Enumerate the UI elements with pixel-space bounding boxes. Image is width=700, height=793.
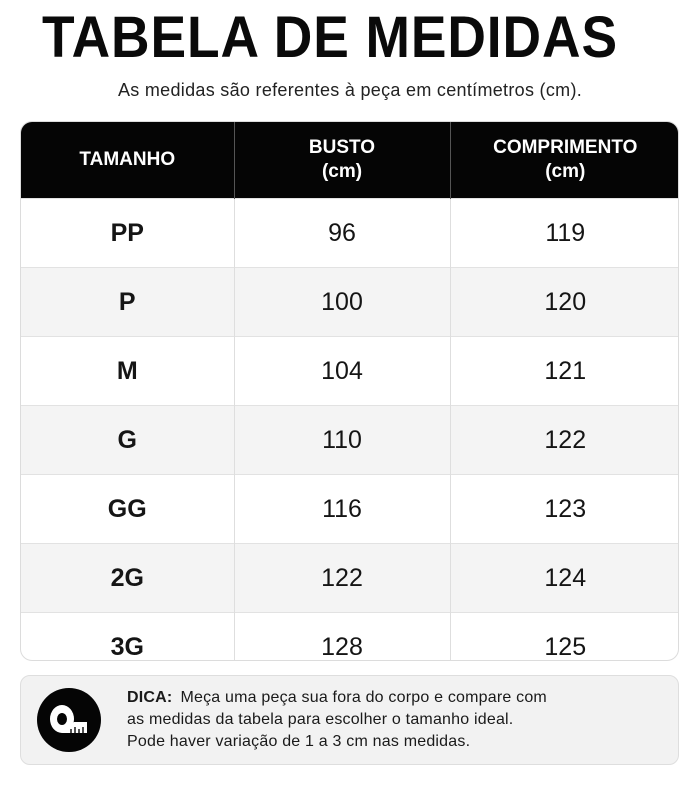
busto-cell: 122 (234, 544, 450, 613)
table-row (21, 475, 679, 544)
size-cell: GG (21, 475, 234, 544)
comprimento-cell: 124 (450, 544, 679, 613)
busto-cell: 110 (234, 406, 450, 475)
comprimento-cell: 122 (450, 406, 679, 475)
comprimento-cell: 125 (450, 613, 679, 662)
tip-box (20, 675, 679, 765)
busto-cell: 128 (234, 613, 450, 662)
tip-label: DICA: (127, 689, 173, 706)
size-cell: G (21, 406, 234, 475)
comprimento-cell: 120 (450, 268, 679, 337)
table-row (21, 199, 679, 268)
table-header-row (21, 122, 679, 199)
header-busto (234, 122, 450, 199)
tip-line-1 (127, 687, 667, 709)
size-table-grid (21, 122, 679, 661)
comprimento-cell: 119 (450, 199, 679, 268)
page-subtitle: As medidas são referentes à peça em centímetros (cm). (117, 80, 583, 100)
size-cell: PP (21, 199, 234, 268)
measuring-tape-icon (37, 688, 101, 752)
tip-line-2: as medidas da tabela para escolher o tamanho ideal. (127, 711, 514, 728)
table-row (21, 268, 679, 337)
header-comprimento-unit: (cm) (545, 161, 586, 182)
busto-cell: 116 (234, 475, 450, 544)
table-row (21, 337, 679, 406)
tip-line-3: Pode haver variação de 1 a 3 cm nas medidas. (127, 733, 471, 750)
header-busto-unit: (cm) (321, 161, 363, 182)
size-cell: 2G (21, 544, 234, 613)
size-table (20, 121, 679, 661)
table-row (21, 544, 679, 613)
busto-cell: 100 (234, 268, 450, 337)
size-cell: P (21, 268, 234, 337)
size-cell: M (21, 337, 234, 406)
tip-line-1-text: Meça uma peça sua fora do corpo e compare com (180, 689, 547, 706)
header-busto-label: BUSTO (308, 137, 376, 158)
table-row (21, 406, 679, 475)
busto-cell: 104 (234, 337, 450, 406)
page-title: TABELA DE MEDIDAS (42, 5, 618, 70)
header-comprimento-label: COMPRIMENTO (493, 137, 638, 158)
comprimento-cell: 123 (450, 475, 679, 544)
comprimento-cell: 121 (450, 337, 679, 406)
size-cell: 3G (21, 613, 234, 662)
header-tamanho-label: TAMANHO (79, 149, 176, 170)
header-comprimento (450, 122, 679, 199)
table-row (21, 613, 679, 662)
tip-text (127, 687, 667, 753)
header-tamanho (21, 122, 234, 199)
busto-cell: 96 (234, 199, 450, 268)
